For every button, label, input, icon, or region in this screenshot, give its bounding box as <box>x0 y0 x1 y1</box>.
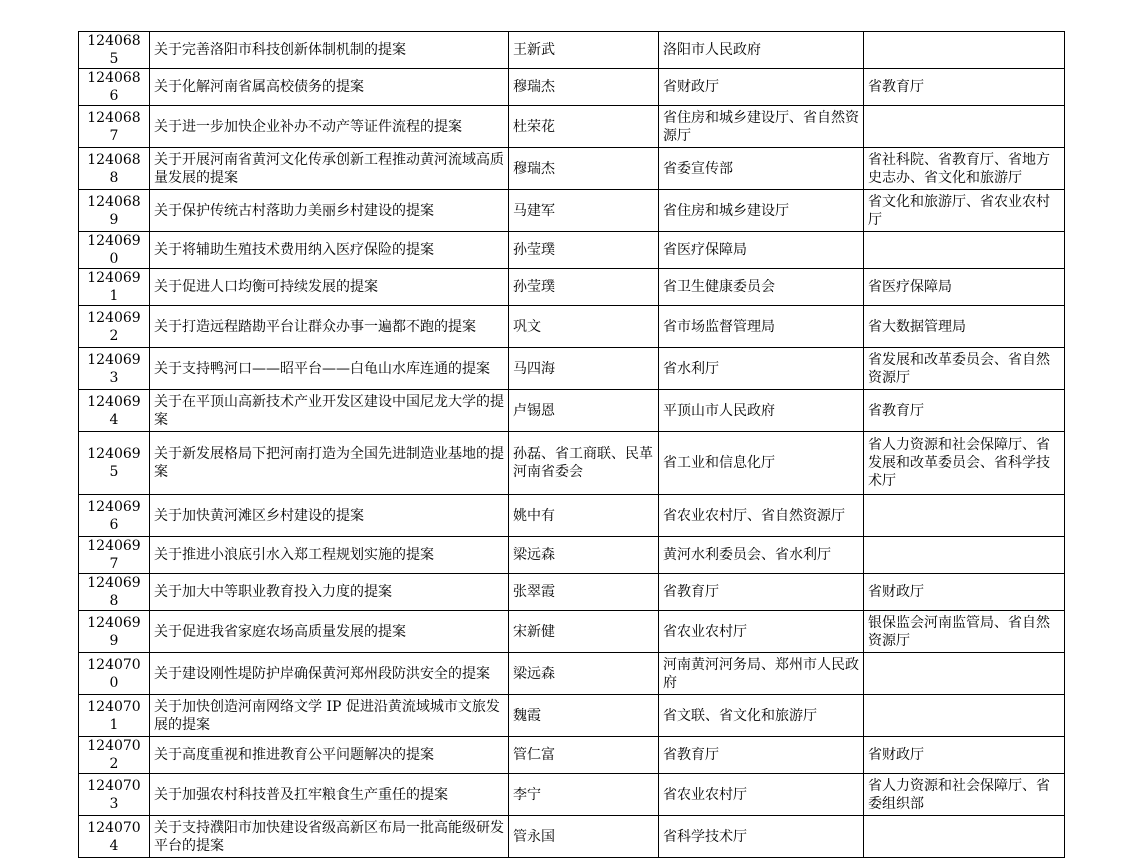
host-unit: 省水利厅 <box>659 348 864 390</box>
co-unit <box>864 32 1065 69</box>
proposal-title: 关于支持鸭河口——昭平台——白龟山水库连通的提案 <box>150 348 509 390</box>
table-row <box>79 495 1065 537</box>
proposal-id: 1240692 <box>79 306 150 348</box>
co-unit <box>864 106 1065 148</box>
proposal-id: 1240698 <box>79 574 150 611</box>
co-unit <box>864 537 1065 574</box>
proposer: 梁远森 <box>509 537 659 574</box>
host-unit: 省委宣传部 <box>659 148 864 190</box>
host-unit: 省农业农村厅 <box>659 611 864 653</box>
table-row <box>79 611 1065 653</box>
co-unit: 省教育厅 <box>864 69 1065 106</box>
table-row <box>79 348 1065 390</box>
table-row <box>79 148 1065 190</box>
proposal-title: 关于加快黄河滩区乡村建设的提案 <box>150 495 509 537</box>
host-unit: 省市场监督管理局 <box>659 306 864 348</box>
proposer: 穆瑞杰 <box>509 148 659 190</box>
proposer: 宋新健 <box>509 611 659 653</box>
proposer: 孙莹璞 <box>509 232 659 269</box>
proposal-title: 关于推进小浪底引水入郑工程规划实施的提案 <box>150 537 509 574</box>
proposal-id: 1240687 <box>79 106 150 148</box>
proposer: 管仁富 <box>509 737 659 774</box>
proposer: 李宁 <box>509 774 659 816</box>
table-row <box>79 190 1065 232</box>
table-row <box>79 69 1065 106</box>
proposer: 梁远森 <box>509 653 659 695</box>
co-unit: 省财政厅 <box>864 574 1065 611</box>
co-unit: 省教育厅 <box>864 390 1065 432</box>
proposal-title: 关于开展河南省黄河文化传承创新工程推动黄河流域高质量发展的提案 <box>150 148 509 190</box>
host-unit: 省农业农村厅、省自然资源厅 <box>659 495 864 537</box>
proposal-id: 1240690 <box>79 232 150 269</box>
proposer: 马建军 <box>509 190 659 232</box>
table-row <box>79 269 1065 306</box>
proposal-title: 关于新发展格局下把河南打造为全国先进制造业基地的提案 <box>150 432 509 495</box>
proposal-title: 关于完善洛阳市科技创新体制机制的提案 <box>150 32 509 69</box>
proposal-title: 关于保护传统古村落助力美丽乡村建设的提案 <box>150 190 509 232</box>
table-row <box>79 574 1065 611</box>
proposal-id: 1240697 <box>79 537 150 574</box>
proposer: 卢锡恩 <box>509 390 659 432</box>
co-unit: 省人力资源和社会保障厅、省委组织部 <box>864 774 1065 816</box>
host-unit: 省住房和城乡建设厅 <box>659 190 864 232</box>
host-unit: 洛阳市人民政府 <box>659 32 864 69</box>
proposal-title: 关于将辅助生殖技术费用纳入医疗保险的提案 <box>150 232 509 269</box>
proposer: 张翠霞 <box>509 574 659 611</box>
proposal-title: 关于支持濮阳市加快建设省级高新区布局一批高能级研发平台的提案 <box>150 816 509 858</box>
proposal-id: 1240686 <box>79 69 150 106</box>
proposer: 孙莹璞 <box>509 269 659 306</box>
host-unit: 省财政厅 <box>659 69 864 106</box>
proposal-title: 关于在平顶山高新技术产业开发区建设中国尼龙大学的提案 <box>150 390 509 432</box>
proposal-id: 1240699 <box>79 611 150 653</box>
co-unit: 省人力资源和社会保障厅、省发展和改革委员会、省科学技术厅 <box>864 432 1065 495</box>
host-unit: 河南黄河河务局、郑州市人民政府 <box>659 653 864 695</box>
host-unit: 省农业农村厅 <box>659 774 864 816</box>
proposer: 姚中有 <box>509 495 659 537</box>
proposal-title: 关于高度重视和推进教育公平问题解决的提案 <box>150 737 509 774</box>
proposal-title: 关于加大中等职业教育投入力度的提案 <box>150 574 509 611</box>
proposal-title: 关于加强农村科技普及扛牢粮食生产重任的提案 <box>150 774 509 816</box>
proposal-title: 关于加快创造河南网络文学 IP 促进沿黄流域城市文旅发展的提案 <box>150 695 509 737</box>
co-unit <box>864 653 1065 695</box>
host-unit: 省医疗保障局 <box>659 232 864 269</box>
proposal-title: 关于促进我省家庭农场高质量发展的提案 <box>150 611 509 653</box>
co-unit: 银保监会河南监管局、省自然资源厅 <box>864 611 1065 653</box>
proposal-id: 1240696 <box>79 495 150 537</box>
table-row <box>79 32 1065 69</box>
table-row <box>79 432 1065 495</box>
table-row <box>79 106 1065 148</box>
table-row <box>79 537 1065 574</box>
co-unit: 省发展和改革委员会、省自然资源厅 <box>864 348 1065 390</box>
table-row <box>79 232 1065 269</box>
co-unit: 省社科院、省教育厅、省地方史志办、省文化和旅游厅 <box>864 148 1065 190</box>
proposal-id: 1240689 <box>79 190 150 232</box>
proposal-id: 1240700 <box>79 653 150 695</box>
table-row <box>79 737 1065 774</box>
table-row <box>79 390 1065 432</box>
proposal-id: 1240702 <box>79 737 150 774</box>
host-unit: 省住房和城乡建设厅、省自然资源厅 <box>659 106 864 148</box>
proposer: 孙磊、省工商联、民革河南省委会 <box>509 432 659 495</box>
proposal-id: 1240688 <box>79 148 150 190</box>
proposal-title: 关于促进人口均衡可持续发展的提案 <box>150 269 509 306</box>
proposal-id: 1240693 <box>79 348 150 390</box>
proposal-id: 1240703 <box>79 774 150 816</box>
host-unit: 省科学技术厅 <box>659 816 864 858</box>
table-row <box>79 816 1065 858</box>
table-row <box>79 695 1065 737</box>
proposal-id: 1240694 <box>79 390 150 432</box>
proposer: 魏霞 <box>509 695 659 737</box>
host-unit: 省教育厅 <box>659 737 864 774</box>
proposal-title: 关于打造远程踏勘平台让群众办事一遍都不跑的提案 <box>150 306 509 348</box>
proposal-table <box>78 31 1065 858</box>
co-unit: 省文化和旅游厅、省农业农村厅 <box>864 190 1065 232</box>
proposal-title: 关于建设刚性堤防护岸确保黄河郑州段防洪安全的提案 <box>150 653 509 695</box>
host-unit: 省工业和信息化厅 <box>659 432 864 495</box>
proposal-table-body <box>79 32 1065 858</box>
proposal-id: 1240695 <box>79 432 150 495</box>
co-unit <box>864 495 1065 537</box>
co-unit: 省医疗保障局 <box>864 269 1065 306</box>
host-unit: 省文联、省文化和旅游厅 <box>659 695 864 737</box>
proposal-title: 关于化解河南省属高校债务的提案 <box>150 69 509 106</box>
table-row <box>79 306 1065 348</box>
table-row <box>79 653 1065 695</box>
host-unit: 省教育厅 <box>659 574 864 611</box>
proposal-id: 1240704 <box>79 816 150 858</box>
proposer: 巩文 <box>509 306 659 348</box>
proposal-id: 1240701 <box>79 695 150 737</box>
co-unit <box>864 232 1065 269</box>
proposal-id: 1240691 <box>79 269 150 306</box>
proposer: 管永国 <box>509 816 659 858</box>
proposal-title: 关于进一步加快企业补办不动产等证件流程的提案 <box>150 106 509 148</box>
host-unit: 省卫生健康委员会 <box>659 269 864 306</box>
co-unit: 省大数据管理局 <box>864 306 1065 348</box>
proposer: 王新武 <box>509 32 659 69</box>
host-unit: 黄河水利委员会、省水利厅 <box>659 537 864 574</box>
proposer: 杜荣花 <box>509 106 659 148</box>
proposer: 穆瑞杰 <box>509 69 659 106</box>
proposal-id: 1240685 <box>79 32 150 69</box>
co-unit <box>864 816 1065 858</box>
host-unit: 平顶山市人民政府 <box>659 390 864 432</box>
proposer: 马四海 <box>509 348 659 390</box>
co-unit <box>864 695 1065 737</box>
co-unit: 省财政厅 <box>864 737 1065 774</box>
table-row <box>79 774 1065 816</box>
